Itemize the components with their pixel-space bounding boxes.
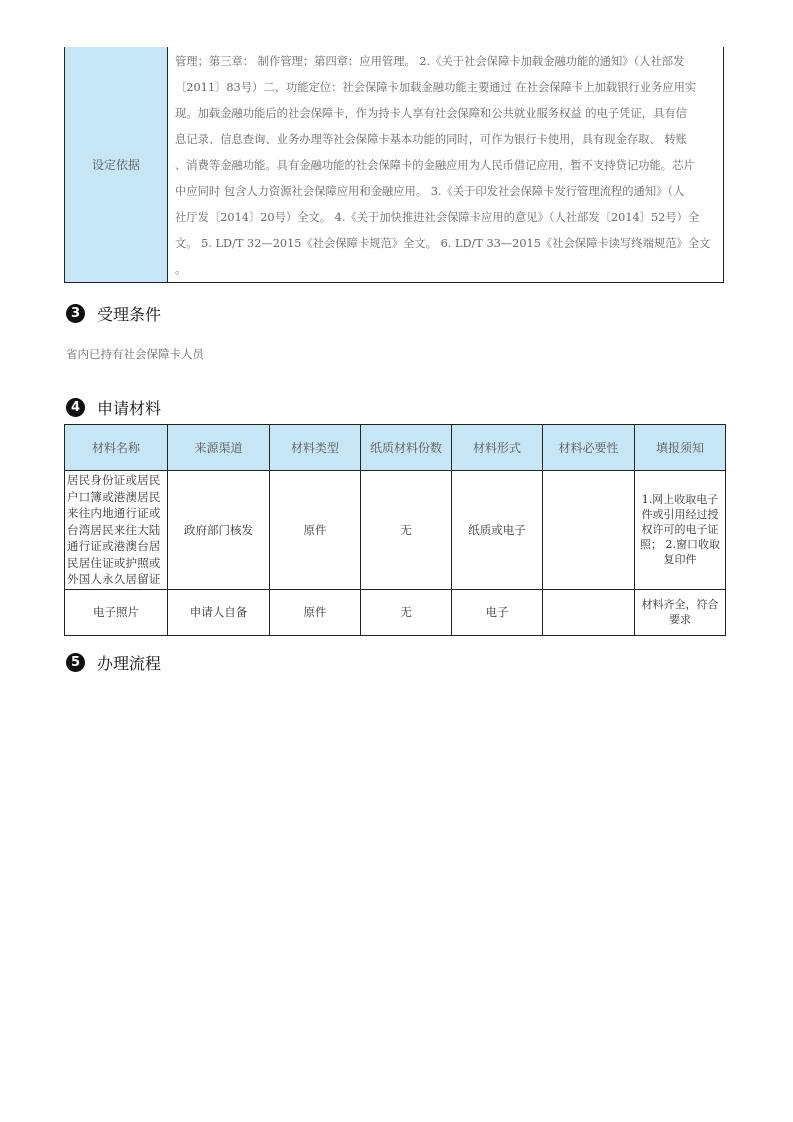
basis-table	[64, 47, 724, 283]
basis-text	[168, 47, 723, 282]
section-title-materials: 申请材料	[97, 399, 162, 418]
header-necessity: 材料必要性	[543, 425, 635, 471]
basis-line: 中应同时 包含人力资源社会保障应用和金融应用。 3.《关于印发社会保障卡发行管理流程的通知》（人	[175, 185, 685, 198]
cell-notes	[635, 589, 726, 635]
name-line: 外国人永久居留证	[67, 572, 161, 586]
notes-line: 1.网上收取电子	[641, 493, 719, 507]
cell-copies: 无	[361, 589, 452, 635]
cell-source: 申请人自备	[168, 589, 270, 635]
section-title-process: 办理流程	[97, 654, 162, 673]
basis-line: 。	[175, 263, 187, 276]
header-notes: 填报须知	[635, 425, 726, 471]
section-number-3: 3	[66, 304, 85, 323]
notes-line: 复印件	[663, 553, 697, 567]
materials-table	[64, 424, 726, 636]
notes-line: 要求	[669, 613, 691, 626]
cell-source: 政府部门核发	[168, 471, 270, 590]
header-form: 材料形式	[452, 425, 543, 471]
cell-copies: 无	[361, 471, 452, 590]
basis-label: 设定依据	[65, 47, 168, 282]
section-conditions-heading	[66, 302, 161, 325]
basis-line: 社厅发〔2014〕20号）全文。 4.《关于加快推进社会保障卡应用的意见》（人社部发〔2014〕52号）全	[175, 211, 700, 224]
cell-type: 原件	[270, 471, 361, 590]
section-process-heading	[66, 651, 161, 674]
basis-line: 〔2011〕83号）二、功能定位：社会保障卡加载金融功能主要通过 在社会保障卡上加载银行业务应用实	[175, 81, 697, 94]
cell-material-name: 电子照片	[65, 589, 168, 635]
basis-line: 文。 5. LD/T 32—2015《社会保障卡规范》全文。 6. LD/T 33—2015《社会保障卡读写终端规范》全文	[175, 237, 711, 250]
section-materials-heading	[66, 396, 161, 419]
basis-line: 管理；第三章： 制作管理；第四章：应用管理。 2.《关于社会保障卡加载金融功能的通知》（人社部发	[175, 55, 685, 68]
basis-line: 现。加载金融功能后的社会保障卡，作为持卡人享有社会保障和公共就业服务权益 的电子凭证，具有信	[175, 107, 687, 120]
basis-line: 息记录、信息查询、业务办理等社会保障卡基本功能的同时，可作为银行卡使用，具有现金存取、 转账	[175, 133, 687, 146]
header-copies: 纸质材料份数	[361, 425, 452, 471]
section-number-5: 5	[66, 653, 85, 672]
name-line: 通行证或港澳台居	[67, 539, 161, 553]
name-line: 民居住证或护照或	[67, 555, 161, 570]
notes-line: 材料齐全，符合	[641, 598, 719, 611]
header-material-name: 材料名称	[65, 425, 168, 471]
section-number-4: 4	[66, 398, 85, 417]
notes-line: 件或引用经过授	[641, 508, 719, 522]
table-row	[65, 471, 726, 590]
header-source: 来源渠道	[168, 425, 270, 471]
cell-notes	[635, 471, 726, 590]
cell-type: 原件	[270, 589, 361, 635]
name-line: 户口簿或港澳居民	[67, 489, 161, 504]
header-type: 材料类型	[270, 425, 361, 471]
cell-necessity	[543, 589, 635, 635]
cell-form: 纸质或电子	[452, 471, 543, 590]
basis-line: 、消费等金融功能。具有金融功能的社会保障卡的金融应用为人民币借记应用，暂不支持贷记功能。芯片	[175, 159, 695, 172]
name-line: 来往内地通行证或	[67, 506, 161, 520]
cell-necessity	[543, 471, 635, 590]
section-title-conditions: 受理条件	[97, 305, 162, 324]
cell-form: 电子	[452, 589, 543, 635]
cell-material-name	[65, 471, 168, 590]
table-row	[65, 589, 726, 635]
conditions-text: 省内已持有社会保障卡人员	[66, 347, 204, 361]
notes-line: 照； 2.窗口收取	[640, 538, 720, 552]
name-line: 台湾居民来往大陆	[67, 522, 161, 537]
notes-line: 权许可的电子证	[641, 523, 719, 537]
name-line: 居民身份证或居民	[67, 473, 161, 487]
table-header-row	[65, 425, 726, 471]
